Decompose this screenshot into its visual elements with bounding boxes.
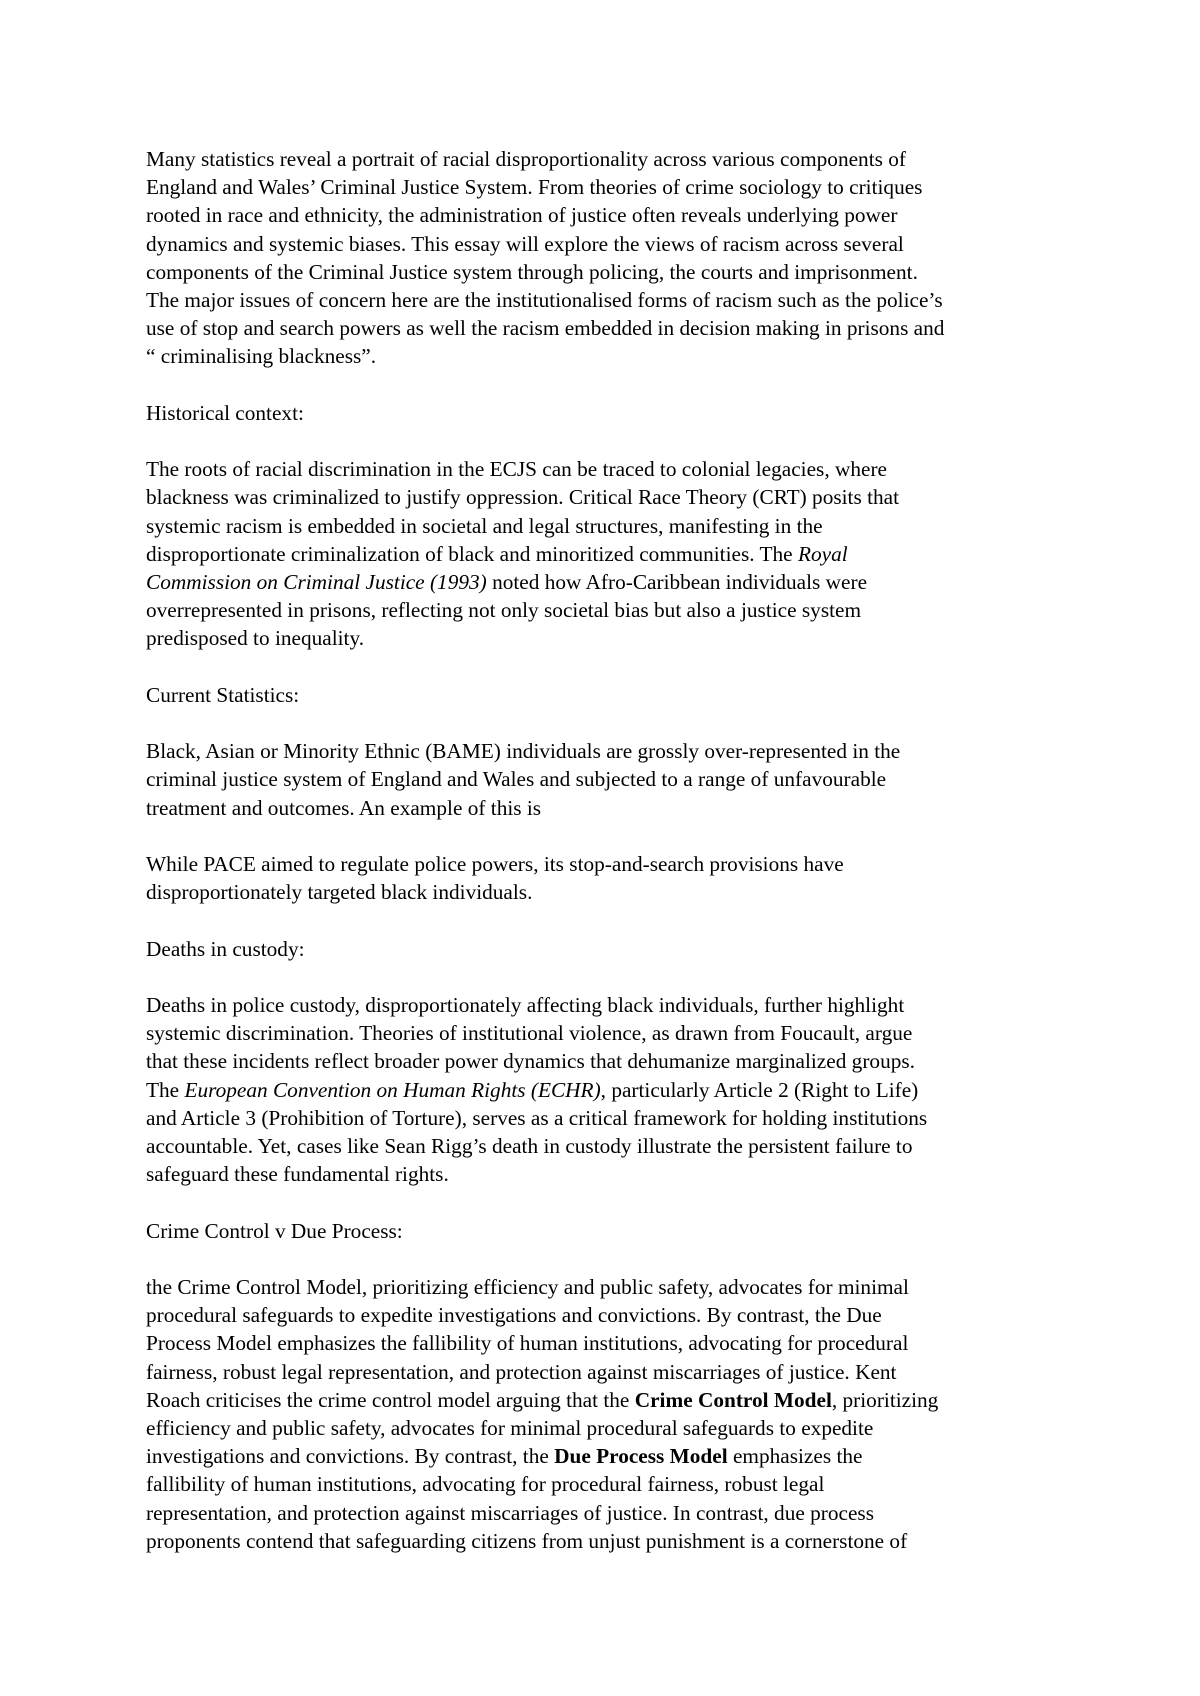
section-heading-crime-control bbox=[146, 1217, 1081, 1245]
text-line: that these incidents reflect broader power dynamics that dehumanize marginalized groups. bbox=[146, 1049, 915, 1074]
text-line bbox=[146, 568, 1081, 596]
text-line: components of the Criminal Justice system through policing, the courts and imprisonment. bbox=[146, 259, 918, 284]
text-line: overrepresented in prisons, reflecting not only societal bias but also a justice system bbox=[146, 598, 862, 623]
text-line: safeguard these fundamental rights. bbox=[146, 1162, 449, 1187]
text-line: the Crime Control Model, prioritizing efficiency and public safety, advocates for minimal bbox=[146, 1274, 909, 1299]
text-line: rooted in race and ethnicity, the administration of justice often reveals underlying power bbox=[146, 203, 898, 228]
text-segment: , prioritizing bbox=[831, 1387, 939, 1412]
bold-term: Crime Control Model bbox=[634, 1387, 832, 1412]
heading-text: Crime Control v Due Process: bbox=[146, 1218, 403, 1243]
text-segment: noted how Afro-Caribbean individuals were bbox=[486, 570, 868, 595]
text-line: efficiency and public safety, advocates for minimal procedural safeguards to expedite bbox=[146, 1416, 874, 1440]
intro-paragraph bbox=[146, 145, 1081, 371]
text-line: Deaths in police custody, disproportionately affecting black individuals, further highlight bbox=[146, 992, 905, 1017]
text-line: dynamics and systemic biases. This essay will explore the views of racism across several bbox=[146, 231, 904, 256]
section-heading-historical bbox=[146, 399, 1081, 427]
crime-control-paragraph bbox=[146, 1273, 1081, 1555]
text-line: “ criminalising blackness”. bbox=[146, 344, 377, 369]
text-segment: The bbox=[146, 1077, 185, 1102]
text-line: criminal justice system of England and Wales and subjected to a range of unfavourable bbox=[146, 767, 887, 792]
deaths-paragraph bbox=[146, 991, 1081, 1188]
section-heading-current bbox=[146, 681, 1081, 709]
text-line: treatment and outcomes. An example of this is bbox=[146, 795, 542, 820]
text-line: Black, Asian or Minority Ethnic (BAME) individuals are grossly over-represented in the bbox=[146, 739, 901, 764]
text-line: systemic racism is embedded in societal and legal structures, manifesting in the bbox=[146, 513, 823, 538]
text-line: accountable. Yet, cases like Sean Rigg’s death in custody illustrate the persistent failure to bbox=[146, 1134, 913, 1158]
text-line: procedural safeguards to expedite investigations and convictions. By contrast, the Due bbox=[146, 1303, 882, 1328]
text-line: disproportionately targeted black individuals. bbox=[146, 880, 533, 905]
text-line: England and Wales’ Criminal Justice System. From theories of crime sociology to critiques bbox=[146, 175, 923, 200]
text-line bbox=[146, 1442, 1081, 1470]
text-line: systemic discrimination. Theories of institutional violence, as drawn from Foucault, argue bbox=[146, 1021, 913, 1046]
text-segment: disproportionate criminalization of black and minoritized communities. The bbox=[146, 541, 798, 566]
heading-text: Deaths in custody: bbox=[146, 936, 305, 961]
text-line: The major issues of concern here are the institutionalised forms of racism such as the police’s bbox=[146, 288, 943, 313]
text-line: predisposed to inequality. bbox=[146, 626, 365, 651]
text-segment: , particularly Article 2 (Right to Life) bbox=[600, 1077, 919, 1102]
text-segment: Roach criticises the crime control model arguing that the bbox=[146, 1387, 635, 1412]
text-line bbox=[146, 540, 1081, 568]
text-line: proponents contend that safeguarding citizens from unjust punishment is a cornerstone of bbox=[146, 1528, 908, 1553]
text-line: The roots of racial discrimination in the ECJS can be traced to colonial legacies, where bbox=[146, 457, 887, 482]
section-heading-deaths bbox=[146, 935, 1081, 963]
text-line: Many statistics reveal a portrait of racial disproportionality across various components of bbox=[146, 147, 906, 171]
text-line: fallibility of human institutions, advocating for procedural fairness, robust legal bbox=[146, 1472, 825, 1497]
text-line bbox=[146, 1386, 1081, 1414]
text-line: use of stop and search powers as well the racism embedded in decision making in prisons and bbox=[146, 316, 945, 341]
text-line bbox=[146, 1076, 1081, 1104]
text-line: fairness, robust legal representation, and protection against miscarriages of justice. Kent bbox=[146, 1359, 897, 1384]
text-segment: investigations and convictions. By contrast, the bbox=[146, 1444, 555, 1469]
text-line: representation, and protection against miscarriages of justice. In contrast, due process bbox=[146, 1500, 874, 1525]
italic-citation: European Convention on Human Rights (ECHR) bbox=[184, 1077, 601, 1102]
italic-citation: Commission on Criminal Justice (1993) bbox=[146, 570, 487, 595]
text-line: blackness was criminalized to justify oppression. Critical Race Theory (CRT) posits that bbox=[146, 485, 900, 510]
document-body bbox=[146, 145, 1081, 1583]
current-paragraph bbox=[146, 737, 1081, 822]
text-line: and Article 3 (Prohibition of Torture), serves as a critical framework for holding institutions bbox=[146, 1105, 928, 1130]
text-segment: emphasizes the bbox=[727, 1444, 863, 1469]
text-line: Process Model emphasizes the fallibility of human institutions, advocating for procedural bbox=[146, 1331, 909, 1356]
pace-paragraph bbox=[146, 850, 1081, 906]
heading-text: Historical context: bbox=[146, 400, 304, 425]
italic-citation: Royal bbox=[797, 541, 848, 566]
historical-paragraph bbox=[146, 455, 1081, 652]
text-line: While PACE aimed to regulate police powers, its stop-and-search provisions have bbox=[146, 852, 844, 876]
heading-text: Current Statistics: bbox=[146, 682, 300, 707]
bold-term: Due Process Model bbox=[554, 1444, 728, 1469]
